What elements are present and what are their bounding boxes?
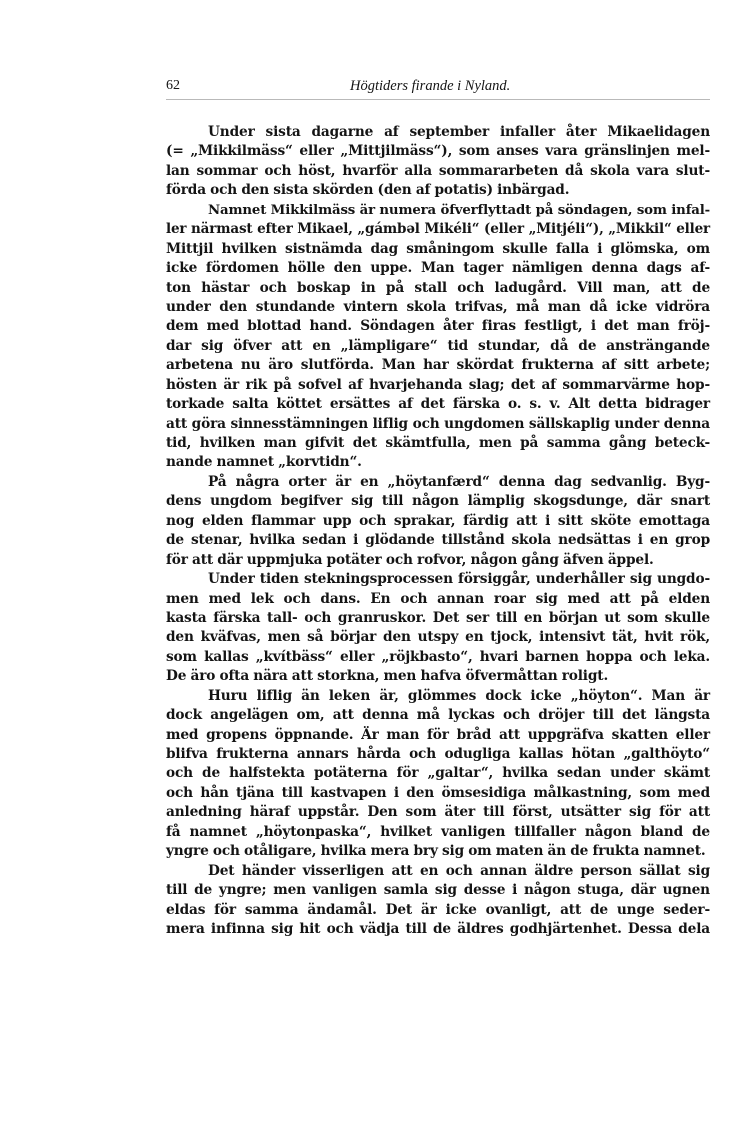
text-line: De äro ofta nära att storkna, men hafva öfvermåttan roligt. [166,668,609,685]
text-line: som kallas „kvítbäss“ eller „röjkbasto“, hvari barnen hoppa och leka. [166,648,710,665]
text-line: mera infinna sig hit och vädja till de äldres godhjärtenhet. Dessa dela [166,920,710,937]
text-line: Mittjil hvilken sistnämda dag småningom skulle falla i glömska, om [166,240,710,257]
text-line: torkade salta köttet ersättes af det färska o. s. v. Alt detta bidrager [166,396,710,413]
text-line: och de halfstekta potäterna för „galtar“, hvilka sedan under skämt [166,765,710,782]
text-line: de stenar, hvilka sedan i glödande tillstånd skola nedsättas i en grop [166,532,710,549]
text-line: På några orter är en „höytanfærd“ denna dag sedvanlig. Byg- [208,473,710,490]
text-line: men med lek och dans. En och annan roar sig med att på elden [166,590,710,607]
text-line: under den stundande vintern skola trifvas, må man då icke vidröra [166,298,710,315]
text-line: tid, hvilken man gifvit det skämtfulla, men på samma gång beteck- [166,435,710,451]
text-line: den kväfvas, men så börjar den utspy en tjock, intensivt tät, hvit rök, [166,629,710,646]
text-line: Namnet Mikkilmäss är numera öfverflyttadt på söndagen, som infal- [208,202,710,218]
text-line: förda och den sista skörden (den af potatis) inbärgad. [166,182,570,199]
text-line: få namnet „höytonpaska“, hvilket vanligen tillfaller någon bland de [166,823,710,840]
text-line: Under sista dagarne af september infaller åter Mikaelidagen [208,124,710,140]
text-line: hösten är rik på sofvel af hvarjehanda slag; det af sommarvärme hop- [166,376,710,393]
text-line: nande namnet „korvtidn“. [166,454,362,471]
text-line: arbetena nu äro slutförda. Man har skördat frukterna af sitt arbete; [166,357,710,374]
text-line: dar sig öfver att en „lämpligare“ tid stundar, då de ansträngande [166,337,710,354]
text-line: dock angelägen om, att denna må lyckas och dröjer till det längsta [166,707,710,724]
text-line: lan sommar och höst, hvarför alla sommararbeten då skola vara slut- [166,162,710,179]
text-line: ler närmast efter Mikael, „gámbəl Mikéli“ (eller „Mitjéli“), „Mikkil“ eller [166,221,710,238]
text-line: dens ungdom begifver sig till någon lämplig skogsdunge, där snart [166,493,710,510]
header-rule [166,99,710,100]
text-line: Det händer visserligen att en och annan äldre person sällat sig [208,862,710,879]
text-line: Huru liflig än leken är, glömmes dock icke „höyton“. Man är [208,687,710,704]
text-line: att göra sinnesstämningen liflig och ungdomen sällskaplig under denna [166,415,710,432]
text-line: till de yngre; men vanligen samla sig desse i någon stuga, där ugnen [166,882,710,899]
text-line: icke fördomen hölle den uppe. Man tager nämligen denna dags af- [166,260,710,277]
running-title: Högtiders firande i Nyland. [350,78,511,94]
text-line: ton hästar och boskap in på stall och ladugård. Vill man, att de [166,279,710,296]
text-line: anledning häraf uppstår. Den som äter till först, utsätter sig för att [166,804,710,821]
text-line: Under tiden stekningsprocessen försiggår, underhåller sig ungdo- [208,571,710,588]
text-line: med gropens öppnande. Är man för bråd att uppgräfva skatten eller [166,726,710,743]
body-text [166,123,710,939]
text-line: för att där uppmjuka potäter och rofvor, någon gång äfven äppel. [166,551,654,568]
text-line: eldas för samma ändamål. Det är icke ovanligt, att de unge seder- [166,901,710,918]
text-line: blifva frukterna annars hårda och odugliga kallas hötan „galthöyto“ [166,746,710,762]
page-number: 62 [166,78,180,93]
text-line: och hån tjäna till kastvapen i den ömsesidiga målkastning, som med [166,784,710,801]
text-line: nog elden flammar upp och sprakar, färdig att i sitt sköte emottaga [166,512,710,529]
text-line: kasta färska tall- och granruskor. Det ser till en början ut som skulle [166,609,710,626]
page-header [166,77,710,97]
text-line: (= „Mikkilmäss“ eller „Mittjilmäss“), som anses vara gränslinjen mel- [166,143,710,160]
text-line: yngre och otåligare, hvilka mera bry sig om maten än de frukta namnet. [166,843,706,860]
text-line: dem med blottad hand. Söndagen åter firas festligt, i det man fröj- [166,318,710,335]
